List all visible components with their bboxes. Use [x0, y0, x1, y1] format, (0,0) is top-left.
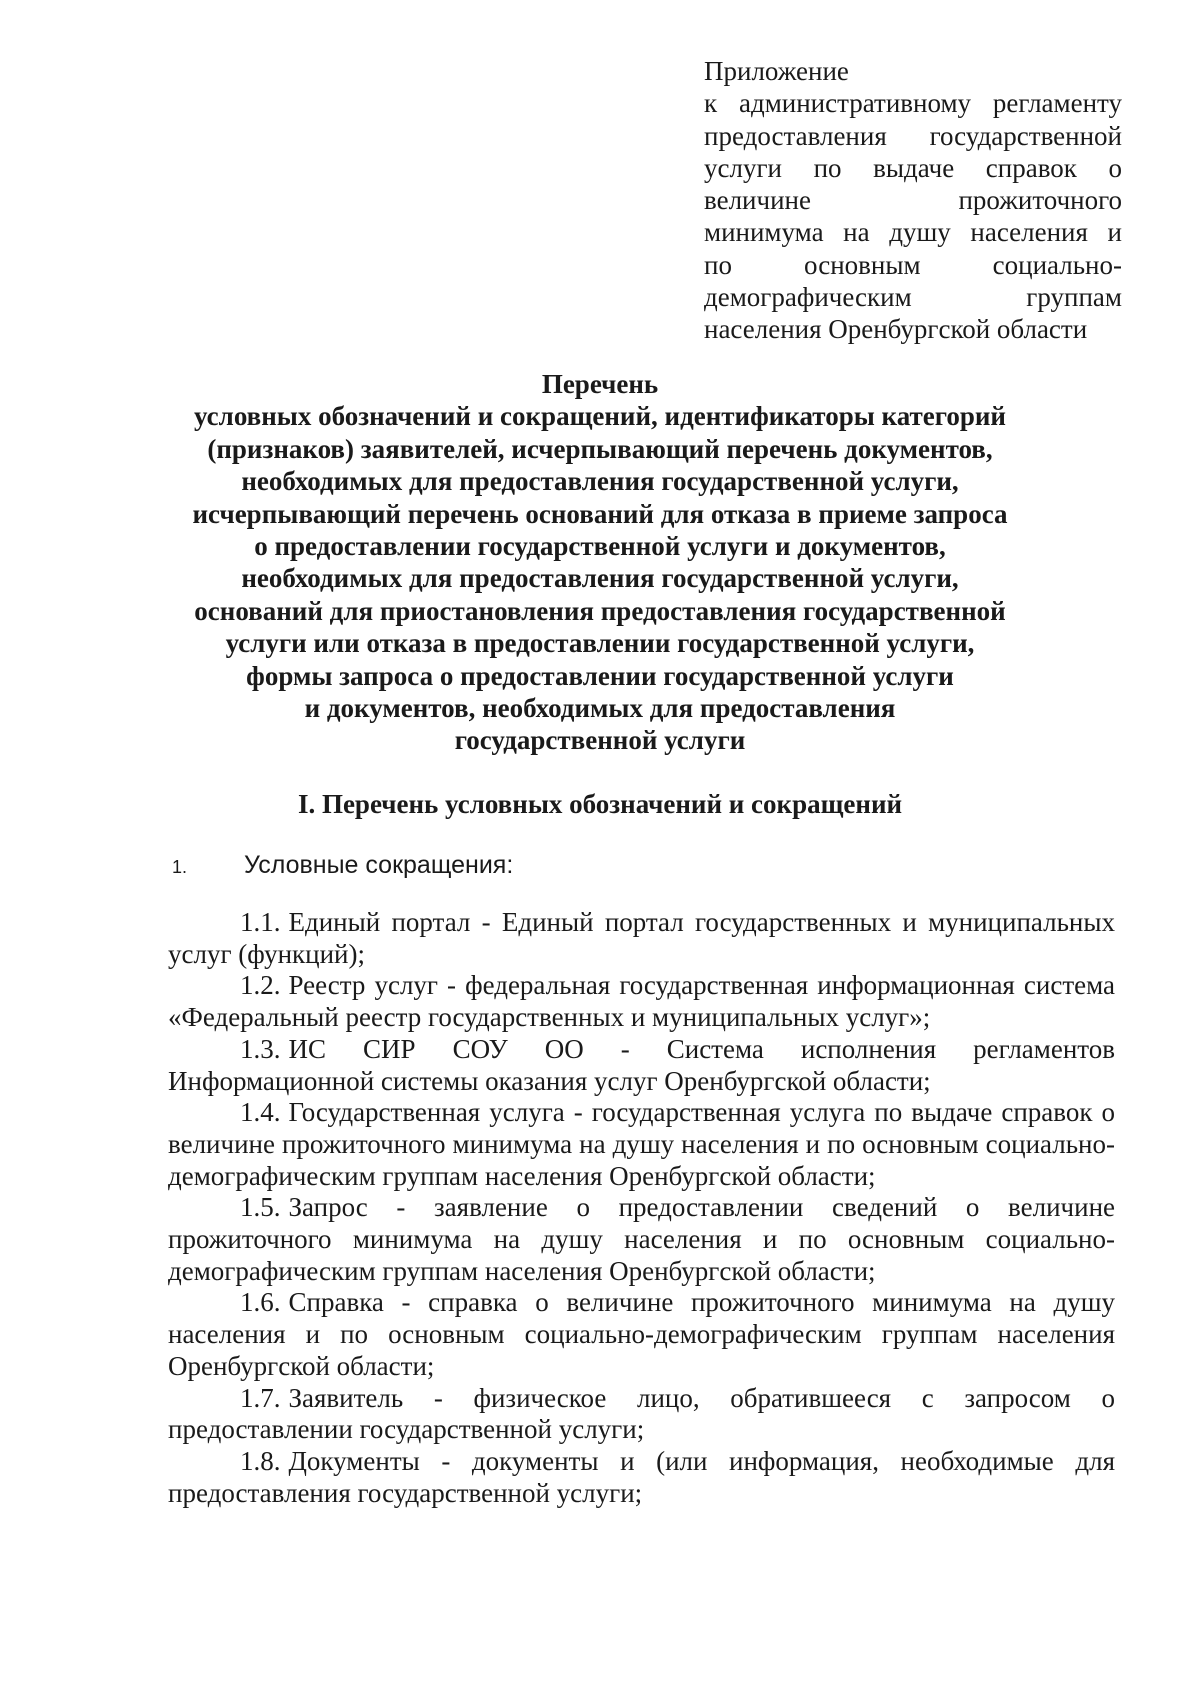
title-line: о предоставлении государственной услуги и документов, [254, 531, 946, 562]
item-text: Запрос - заявление о предоставлении сведений о величине прожиточного минимума на душу населения и по основным социально-демографическим группам населения Оренбургской области; [168, 1192, 1115, 1286]
list-item [168, 1383, 1115, 1446]
list-header [172, 849, 513, 883]
title-line: необходимых для предоставления государственной услуги, [241, 563, 959, 594]
list-item [168, 1287, 1115, 1382]
title-line: государственной услуги [454, 725, 746, 756]
title-line: (признаков) заявителей, исчерпывающий перечень документов, [207, 433, 993, 464]
item-text: ИС СИР СОУ ОО - Система исполнения регламентов Информационной системы оказания услуг Оренбургской области; [168, 1033, 1115, 1096]
title-line: и документов, необходимых для предоставления [304, 693, 896, 724]
item-text: Единый портал - Единый портал государственных и муниципальных услуг (функций); [168, 907, 1115, 969]
appendix-line: услуги по выдаче справок о [704, 152, 1122, 183]
title-line: услуги или отказа в предоставлении государственной услуги, [225, 628, 975, 659]
appendix-line: величине прожиточного [704, 185, 1122, 216]
title-line: Перечень [541, 369, 659, 399]
list-item [168, 970, 1115, 1033]
item-text: Заявитель - физическое лицо, обратившееся с запросом о предоставлении государственной услуги; [168, 1382, 1115, 1445]
list-item [168, 1097, 1115, 1192]
list-item [168, 907, 1115, 970]
appendix-line: минимума на душу населения и [704, 217, 1122, 248]
section-heading: I. Перечень условных обозначений и сокращений [297, 789, 903, 819]
appendix-line: по основным социально- [704, 249, 1122, 280]
item-text: Реестр услуг - федеральная государственная информационная система «Федеральный реестр государственных и муниципальных услуг»; [168, 970, 1115, 1033]
item-number: 1.3. [240, 1033, 281, 1064]
list-label: Условные сокращения: [244, 851, 514, 879]
item-number: 1.1. [240, 907, 281, 937]
list-item [168, 1446, 1115, 1509]
item-number: 1.2. [240, 970, 281, 1001]
appendix-line: Приложение [704, 56, 849, 86]
item-number: 1.8. [240, 1445, 281, 1476]
appendix-line: населения Оренбургской области [704, 314, 1088, 345]
list-number: 1. [172, 857, 188, 877]
document-title [150, 368, 1050, 757]
title-line: формы запроса о предоставлении государственной услуги [246, 660, 954, 691]
item-number: 1.4. [240, 1097, 281, 1128]
title-line: необходимых для предоставления государственной услуги, [241, 466, 959, 497]
appendix-note [704, 55, 1122, 346]
appendix-line: демографическим группам [704, 282, 1122, 313]
appendix-line: к административному регламенту [704, 88, 1122, 119]
item-text: Государственная услуга - государственная услуга по выдаче справок о величине прожиточного минимума на душу населения и по основным социально-демографическим группам населения Оренбургской области; [168, 1097, 1115, 1191]
item-number: 1.5. [240, 1192, 281, 1223]
appendix-line: предоставления государственной [704, 120, 1122, 151]
item-number: 1.7. [240, 1382, 281, 1413]
title-line: исчерпывающий перечень оснований для отказа в приеме запроса [192, 498, 1008, 529]
item-text: Справка - справка о величине прожиточного минимума на душу населения и по основным социально-демографическим группам населения Оренбургской области; [168, 1287, 1115, 1381]
item-text: Документы - документы и (или информация, необходимые для предоставления государственной услуги; [168, 1445, 1115, 1508]
abbreviation-list [168, 907, 1115, 1509]
list-item [168, 1192, 1115, 1287]
title-line: условных обозначений и сокращений, идентификаторы категорий [194, 401, 1006, 432]
list-item [168, 1034, 1115, 1097]
title-line: оснований для приостановления предоставления государственной [194, 595, 1006, 626]
item-number: 1.6. [240, 1287, 281, 1318]
